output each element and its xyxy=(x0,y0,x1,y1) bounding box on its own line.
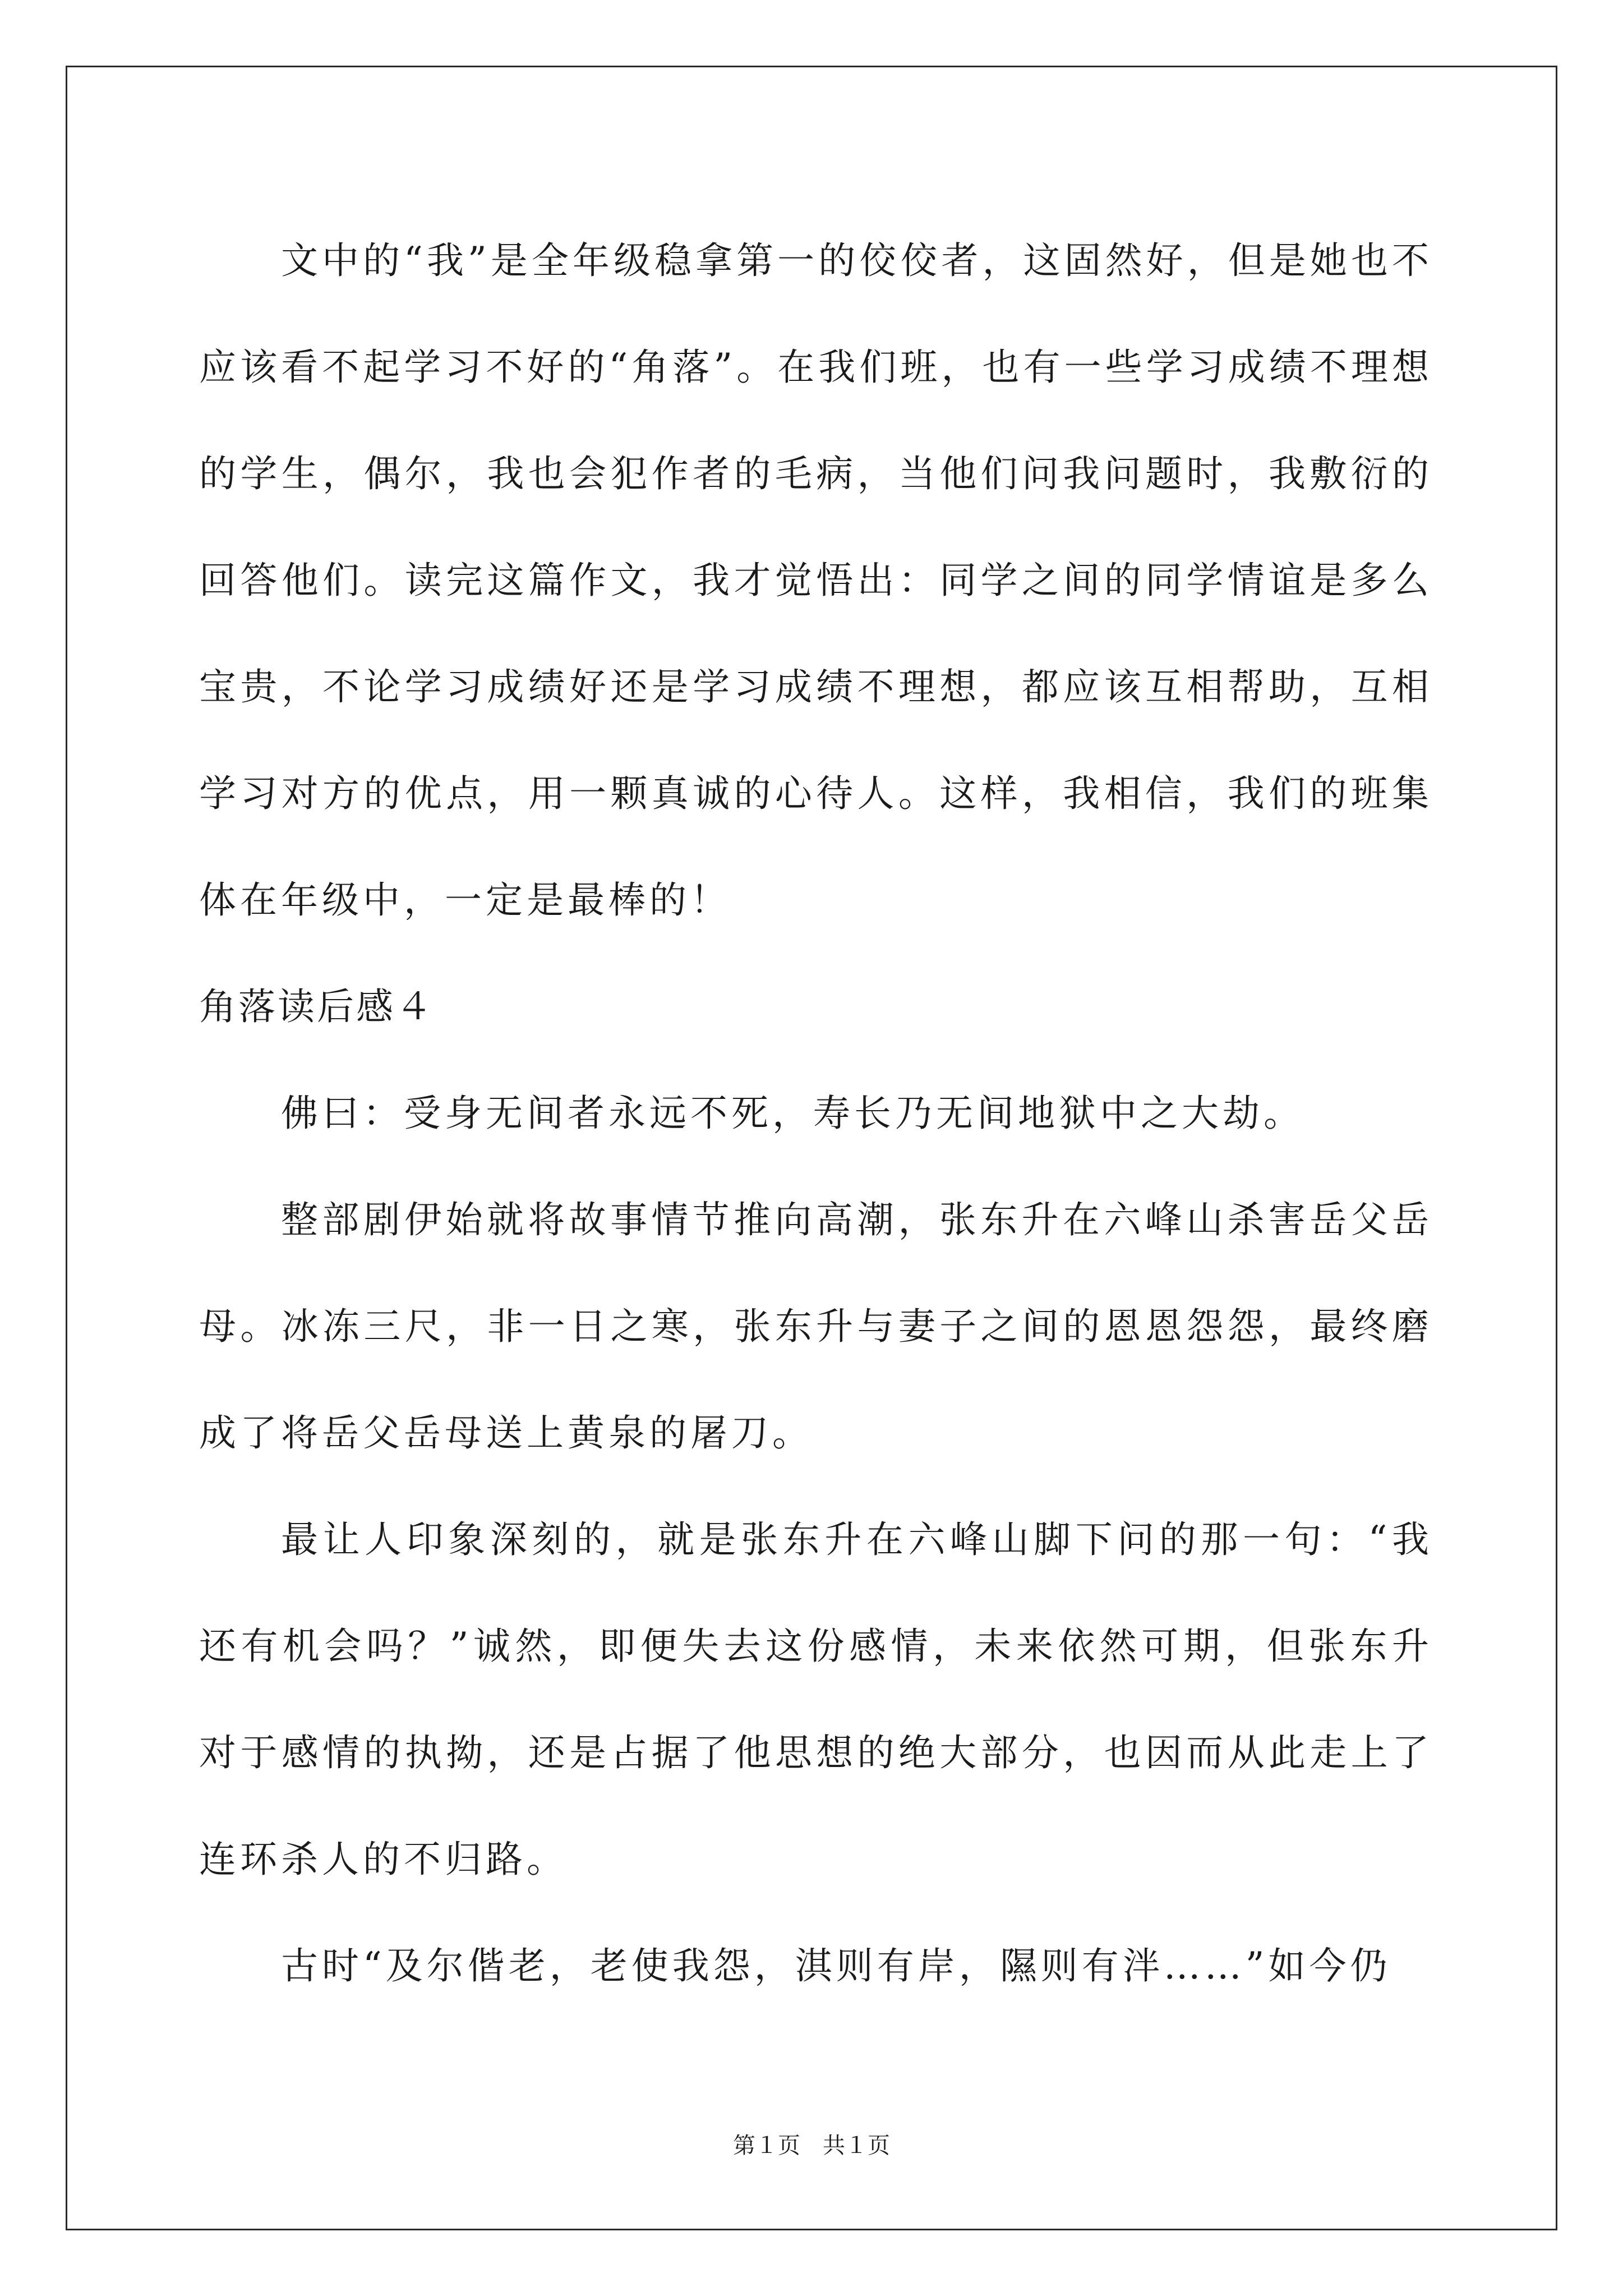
section-heading: 角落读后感４ xyxy=(199,985,435,1028)
document-body xyxy=(199,208,1433,2019)
page-number-footer: 第１页 共１页 xyxy=(733,2133,890,2159)
paragraph: 整部剧伊始就将故事情节推向高潮，张东升在六峰山杀害岳父岳母。冰冻三尺，非一日之寒，张东升与妻子之间的恩恩怨怨，最终磨成了将岳父岳母送上黄泉的屠刀。 xyxy=(199,1198,1433,1455)
paragraph: 文中的“我”是全年级稳拿第一的佼佼者，这固然好，但是她也不应该看不起学习不好的“角落”。在我们班，也有一些学习成绩不理想的学生，偶尔，我也会犯作者的毛病，当他们问我问题时，我敷衍的回答他们。读完这篇作文，我才觉悟出：同学之间的同学情谊是多么宝贵，不论学习成绩好还是学习成绩不理想，都应该互相帮助，互相学习对方的优点，用一颗真诚的心待人。这样，我相信，我们的班集体在年级中，一定是最棒的！ xyxy=(199,239,1433,922)
paragraph: 佛曰：受身无间者永远不死，寿长乃无间地狱中之大劫。 xyxy=(281,1092,1304,1135)
paragraph: 最让人印象深刻的，就是张东升在六峰山脚下问的那一句：“我还有机会吗？”诚然，即便失去这份感情，未来依然可期，但张东升对于感情的执拗，还是占据了他思想的绝大部分，也因而从此走上了连环杀人的不归路。 xyxy=(199,1518,1433,1881)
paragraph: 古时“及尔偕老，老使我怨，淇则有岸，隰则有泮……”如今仍 xyxy=(281,1944,1391,1987)
